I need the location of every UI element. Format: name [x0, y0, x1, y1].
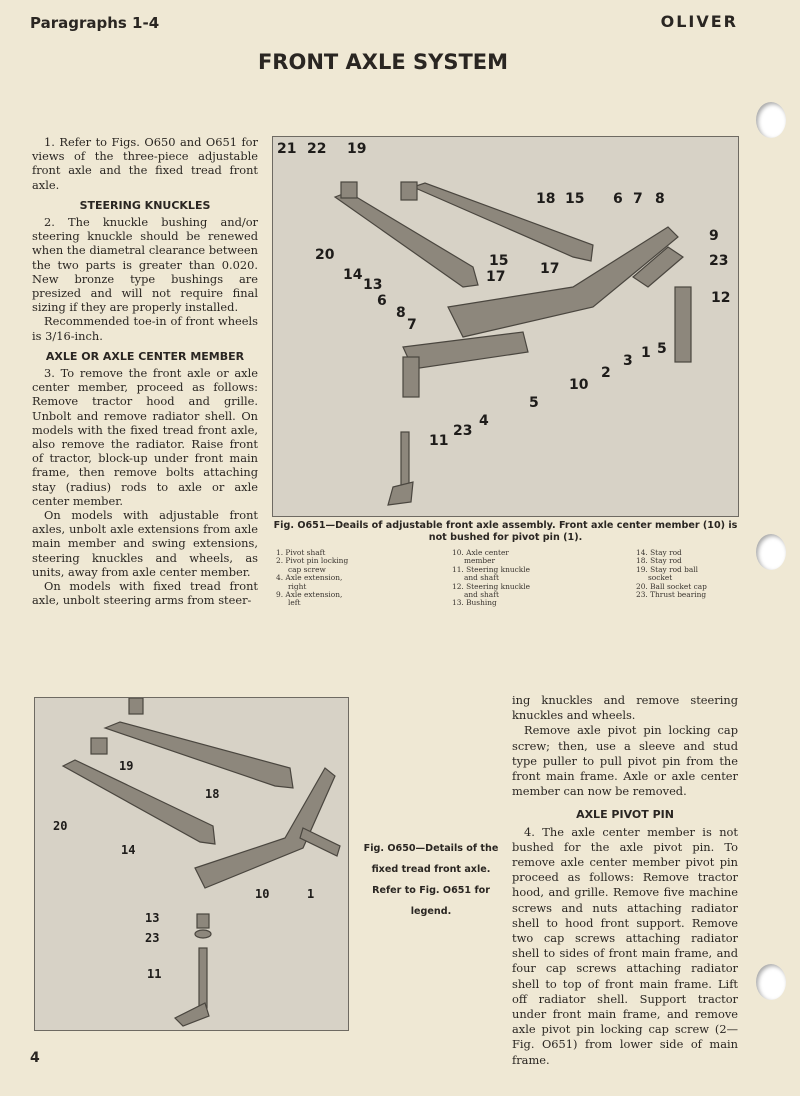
legend-entry: 18. Stay rod: [636, 556, 682, 566]
paragraph-3c: On models with fixed tread front axle, unbolt steering arms from steer-: [32, 579, 258, 608]
callout: 23: [453, 423, 473, 439]
paragraphs-header: Paragraphs 1-4: [30, 14, 160, 32]
legend-entry: 12. Steering knuckle: [452, 581, 530, 591]
figure-o651-caption: Fig. O651—Deails of adjustable front axle assembly. Front axle center member (10) is not bushed for pivot pin (1).: [273, 520, 738, 543]
legend-entry: cap screw: [288, 564, 326, 574]
ball-socket-part: [341, 182, 357, 198]
fixed-axle-drawing: [35, 698, 348, 1030]
paragraph-3-continued: ing knuckles and remove steering knuckles and wheels.: [512, 693, 738, 723]
callout: 1: [307, 887, 315, 901]
callout: 14: [343, 267, 363, 283]
legend-entry: 11. Steering knuckle: [452, 564, 530, 574]
legend-column-3: [636, 549, 707, 599]
ball-socket-2-part: [401, 182, 417, 200]
callout: 8: [396, 305, 406, 321]
legend-entry: 2. Pivot pin locking: [276, 556, 349, 566]
paragraph-remove-pivot: Remove axle pivot pin locking cap screw; then, use a sleeve and stud type puller to pull pivot pin from the front main frame. Axle or axle center member can now be removed.: [512, 723, 738, 799]
socket-2-part: [129, 698, 143, 714]
heading-steering-knuckles: STEERING KNUCKLES: [79, 198, 211, 212]
callout: 17: [486, 269, 506, 285]
spindle-foot-part: [388, 482, 413, 505]
legend-entry: 4. Axle extension,: [276, 573, 343, 583]
legend-entry: 14. Stay rod: [636, 548, 682, 557]
legend-entry: 23. Thrust bearing: [636, 590, 707, 600]
legend-entry: socket: [648, 573, 673, 583]
paragraph-4: 4. The axle center member is not bushed for the axle pivot pin. To remove axle center member pivot pin proceed as follows: Remove tractor hood, and grille. Remove five machine screws and nuts attaching radiator shell to hood front support. Remove two cap screws attaching radiator shell to sides of front main frame, and four cap screws attaching radiator shell to top of front main frame. Lift off radiator shell. Support tractor under front main frame, and remove axle pivot pin locking cap screw (2—Fig. O651) from lower side of main frame.: [512, 824, 738, 1067]
spindle-part: [401, 432, 409, 487]
callout: 19: [347, 141, 367, 157]
callout: 15: [565, 191, 585, 207]
callout: 11: [147, 967, 162, 981]
callout: 10: [255, 887, 270, 901]
callout: 23: [709, 253, 729, 269]
legend-entry: 9. Axle extension,: [276, 590, 343, 600]
callout: 7: [633, 191, 643, 207]
callout: 8: [655, 191, 665, 207]
paragraph-2b: Recommended toe-in of front wheels is 3/16-inch.: [32, 314, 258, 343]
legend-column-1: [276, 549, 348, 608]
paragraph-3b: On models with adjustable front axles, unbolt axle extensions from axle main member and swing extensions, steering knuckles and wheels, as units, away from axle center member.: [32, 508, 258, 579]
figure-o651-photo: [272, 136, 739, 517]
callout: 5: [657, 341, 667, 357]
legend-column-2: [452, 549, 530, 608]
paragraph-1: 1. Refer to Figs. O650 and O651 for views of the three-piece adjustable front axle and the fixed tread front axle.: [32, 135, 258, 192]
bushing-part: [197, 914, 209, 928]
knuckle-arm-part: [175, 1003, 209, 1026]
callout: 1: [641, 345, 651, 361]
right-text-column: [512, 693, 738, 1068]
legend-entry: 10. Axle center: [452, 548, 509, 557]
thrust-bearing-part: [195, 930, 211, 938]
legend-entry: 13. Bushing: [452, 598, 497, 608]
legend-entry: 19. Stay rod ball: [636, 564, 698, 574]
callout: 18: [205, 787, 220, 801]
callout: 9: [709, 228, 719, 244]
legend-entry: and shaft: [464, 590, 499, 600]
heading-axle-center-member: AXLE OR AXLE CENTER MEMBER: [45, 349, 245, 363]
callout: 13: [363, 277, 383, 293]
callout: 5: [529, 395, 539, 411]
page-title: FRONT AXLE SYSTEM: [257, 50, 509, 74]
binder-hole-middle: [756, 534, 786, 570]
callout: 15: [489, 253, 509, 269]
callout: 7: [407, 317, 417, 333]
knuckle-left-part: [403, 357, 419, 397]
heading-axle-pivot-pin: AXLE PIVOT PIN: [576, 808, 674, 822]
stay-rod-18-part: [105, 722, 293, 788]
knuckle-part: [199, 948, 207, 1008]
socket-part: [91, 738, 107, 754]
callout: 17: [540, 261, 560, 277]
figure-o650-callouts: [53, 759, 314, 981]
legend-entry: left: [288, 598, 301, 608]
knuckle-right-part: [675, 287, 691, 362]
callout: 11: [429, 433, 449, 449]
figure-o650-caption: Fig. O650—Details of the fixed tread front axle. Refer to Fig. O651 for legend.: [363, 843, 499, 917]
figure-o650-photo: [34, 697, 349, 1031]
binder-hole-top: [756, 102, 786, 138]
axle-parts-drawing: [273, 137, 738, 516]
axle-beam-part: [195, 768, 335, 888]
binder-hole-bottom: [756, 964, 786, 1000]
legend-entry: member: [464, 556, 496, 566]
stay-rod-14-part: [63, 760, 215, 844]
callout: 3: [623, 353, 633, 369]
legend-entry: 20. Ball socket cap: [636, 581, 707, 591]
page-number: 4: [30, 1050, 40, 1066]
callout: 18: [536, 191, 556, 207]
callout: 23: [145, 931, 160, 945]
legend-entry: and shaft: [464, 573, 499, 583]
callout: 22: [307, 141, 327, 157]
callout: 13: [145, 911, 160, 925]
callout: 20: [315, 247, 335, 263]
callout: 6: [613, 191, 623, 207]
callout: 21: [277, 141, 297, 157]
callout: 4: [479, 413, 489, 429]
callout: 14: [121, 843, 136, 857]
callout: 20: [53, 819, 68, 833]
paragraph-3: 3. To remove the front axle or axle center member, proceed as follows: Remove tractor hood and grille. Unbolt and remove radiator shell. On models with the fixed tread front axle, also remove the radiator. Raise front of tractor, block-up under front main frame, then remove bolts attaching stay (radius) rods to axle or axle center member.: [32, 366, 258, 508]
paragraph-2: 2. The knuckle bushing and/or steering knuckle should be renewed when the diametral clearance between the two parts is greater than 0.020. New bronze type bushings are presized and will not require final sizing if they are properly installed.: [32, 215, 258, 315]
legend-entry: 1. Pivot shaft: [276, 548, 326, 557]
left-text-column: [32, 135, 258, 608]
callout: 6: [377, 293, 387, 309]
brand-header: OLIVER: [660, 12, 738, 31]
callout: 2: [601, 365, 611, 381]
axle-extension-part: [403, 332, 528, 369]
callout: 10: [569, 377, 589, 393]
callout: 12: [711, 290, 731, 306]
legend-entry: right: [288, 581, 307, 591]
callout: 19: [119, 759, 134, 773]
